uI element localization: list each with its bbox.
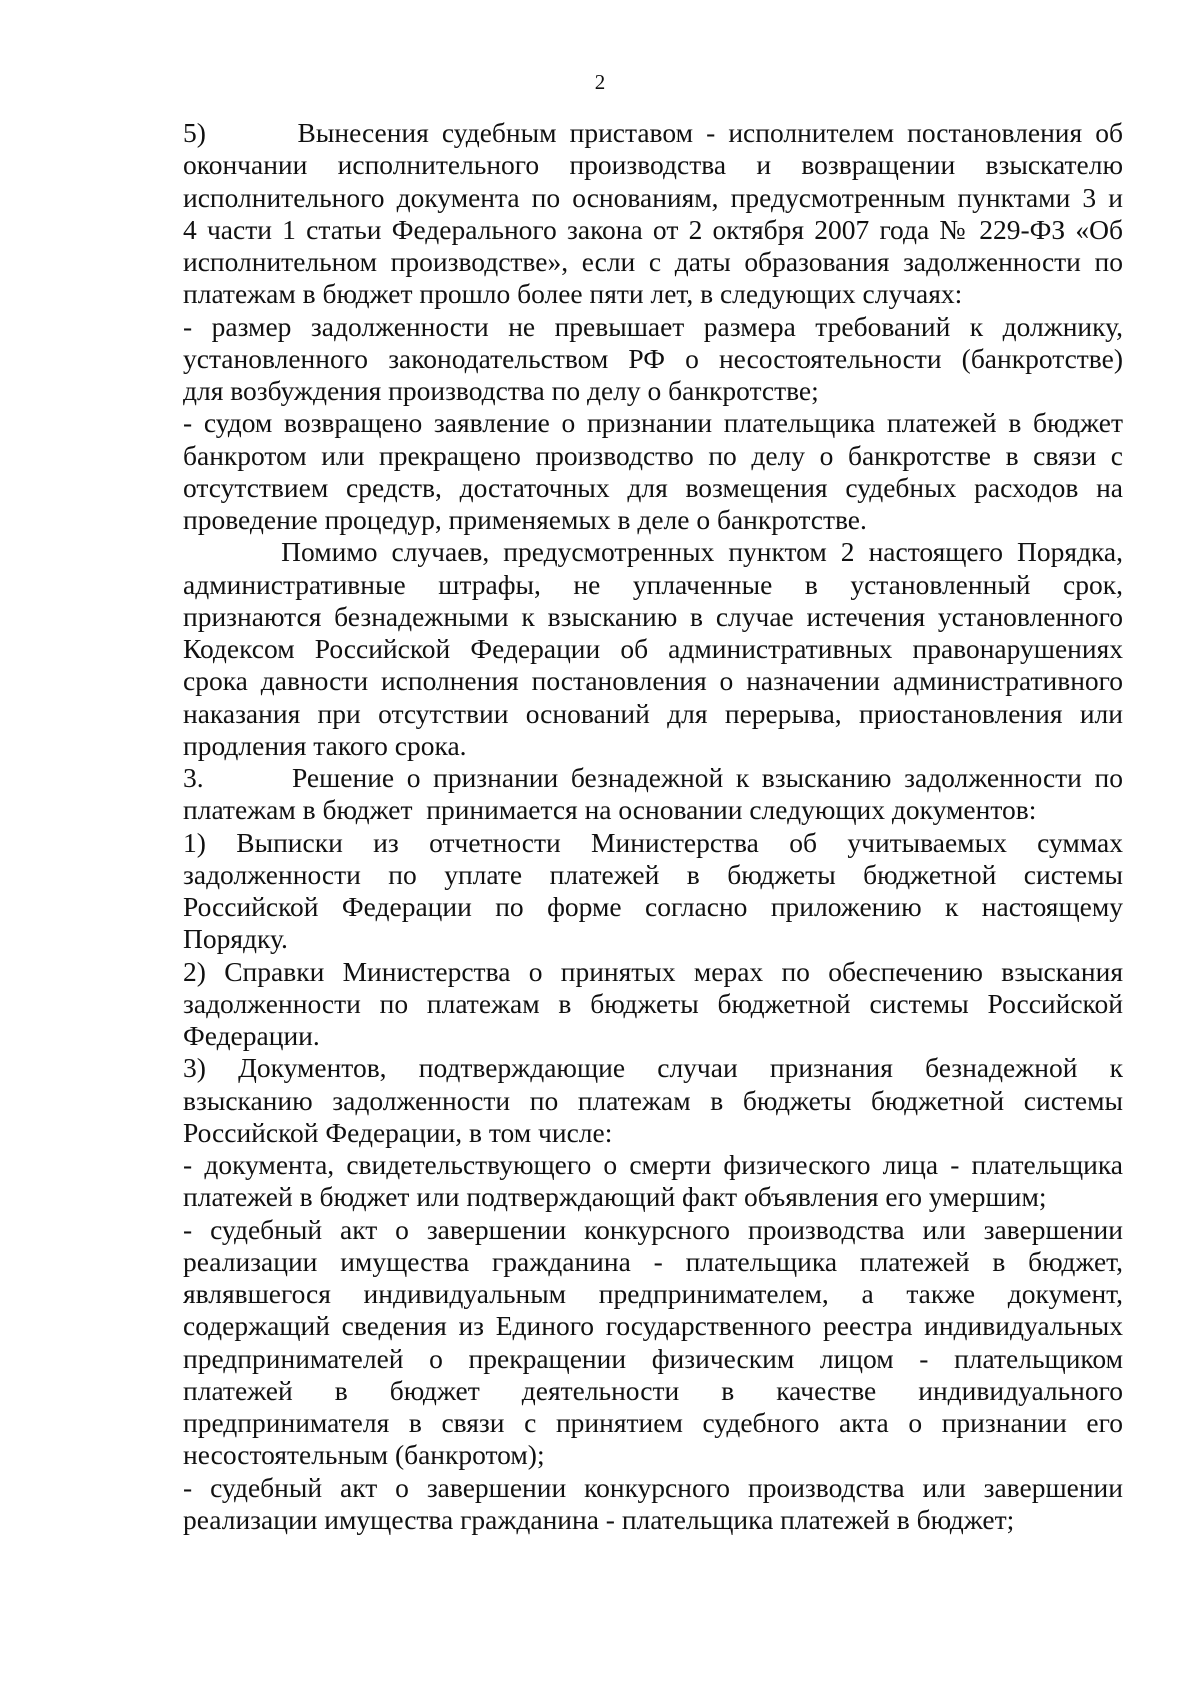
text-line: 3. Решение о признании безнадежной к взысканию задолженности по bbox=[183, 762, 1123, 793]
text-line: платежам в бюджет прошло более пяти лет, в следующих случаях: bbox=[183, 278, 963, 310]
text-line: срока давности исполнения постановления о назначении административного bbox=[183, 665, 1123, 697]
text-line: задолженности по платежам в бюджеты бюджетной системы Российской bbox=[183, 987, 1123, 1019]
text-line: банкротом или прекращено производство по делу о банкротстве в связи с bbox=[183, 439, 1123, 471]
text-line: исполнительного документа по основаниям, предусмотренным пунктами 3 и bbox=[183, 181, 1123, 213]
page-number: 2 bbox=[594, 70, 606, 94]
text-line: исполнительном производстве», если с даты образования задолженности по bbox=[183, 246, 1123, 277]
text-line: Федерации. bbox=[183, 1020, 320, 1051]
text-line: несостоятельным (банкротом); bbox=[183, 1439, 545, 1471]
document-body bbox=[183, 117, 1123, 1536]
text-line: 1) Выписки из отчетности Министерства об учитываемых суммах bbox=[183, 826, 1123, 858]
text-line: окончании исполнительного производства и возвращении взыскателю bbox=[183, 149, 1123, 181]
text-line: - судебный акт о завершении конкурсного производства или завершении bbox=[183, 1213, 1123, 1245]
text-line: являвшегося индивидуальным предпринимателем, а также документ, bbox=[183, 1278, 1123, 1309]
text-line: отсутствием средств, достаточных для возмещения судебных расходов на bbox=[183, 471, 1123, 503]
text-line: Российской Федерации, в том числе: bbox=[183, 1116, 613, 1148]
text-line: задолженности по уплате платежей в бюджеты бюджетной системы bbox=[183, 858, 1123, 890]
text-line: платежей в бюджет или подтверждающий факт объявления его умершим; bbox=[183, 1181, 1047, 1213]
text-line: Российской Федерации по форме согласно приложению к настоящему bbox=[183, 891, 1123, 922]
text-line: платежам в бюджет принимается на основании следующих документов: bbox=[183, 794, 1037, 826]
text-line: признаются безнадежными к взысканию в случае истечения установленного bbox=[183, 600, 1123, 632]
text-line: - размер задолженности не превышает размера требований к должнику, bbox=[183, 310, 1123, 342]
text-line: взысканию задолженности по платежам в бюджеты бюджетной системы bbox=[183, 1084, 1123, 1116]
text-line: для возбуждения производства по делу о банкротстве; bbox=[183, 375, 819, 406]
text-line: - судом возвращено заявление о признании плательщика платежей в бюджет bbox=[183, 407, 1123, 439]
text-line: проведение процедур, применяемых в деле о банкротстве. bbox=[183, 504, 867, 535]
text-line: реализации имущества гражданина - плательщика платежей в бюджет; bbox=[183, 1503, 1015, 1535]
text-line: административные штрафы, не уплаченные в установленный срок, bbox=[183, 568, 1123, 600]
text-line: наказания при отсутствии оснований для перерыва, приостановления или bbox=[183, 697, 1123, 729]
text-line: содержащий сведения из Единого государственного реестра индивидуальных bbox=[183, 1310, 1123, 1342]
text-line: предпринимателя в связи с принятием судебного акта о признании его bbox=[183, 1407, 1123, 1438]
text-line: предпринимателей о прекращении физическим лицом - плательщиком bbox=[183, 1342, 1123, 1374]
text-line: 5) Вынесения судебным приставом - исполнителем постановления об bbox=[183, 117, 1123, 148]
text-line: установленного законодательством РФ о несостоятельности (банкротстве) bbox=[183, 342, 1123, 374]
text-line: платежей в бюджет деятельности в качестве индивидуального bbox=[183, 1374, 1123, 1406]
text-line: - документа, свидетельствующего о смерти физического лица - плательщика bbox=[183, 1149, 1123, 1180]
text-line: Кодексом Российской Федерации об административных правонарушениях bbox=[183, 633, 1123, 664]
text-line: 4 части 1 статьи Федерального закона от 2 октября 2007 года № 229-ФЗ «Об bbox=[183, 213, 1123, 245]
text-line: 3) Документов, подтверждающие случаи признания безнадежной к bbox=[183, 1052, 1123, 1084]
text-line: реализации имущества гражданина - плательщика платежей в бюджет, bbox=[183, 1245, 1123, 1277]
text-line: Порядку. bbox=[183, 923, 288, 955]
text-line: продления такого срока. bbox=[183, 729, 467, 761]
text-line: - судебный акт о завершении конкурсного производства или завершении bbox=[183, 1471, 1123, 1503]
text-line: 2) Справки Министерства о принятых мерах по обеспечению взыскания bbox=[183, 955, 1123, 987]
text-line: Помимо случаев, предусмотренных пунктом 2 настоящего Порядка, bbox=[183, 536, 1123, 568]
